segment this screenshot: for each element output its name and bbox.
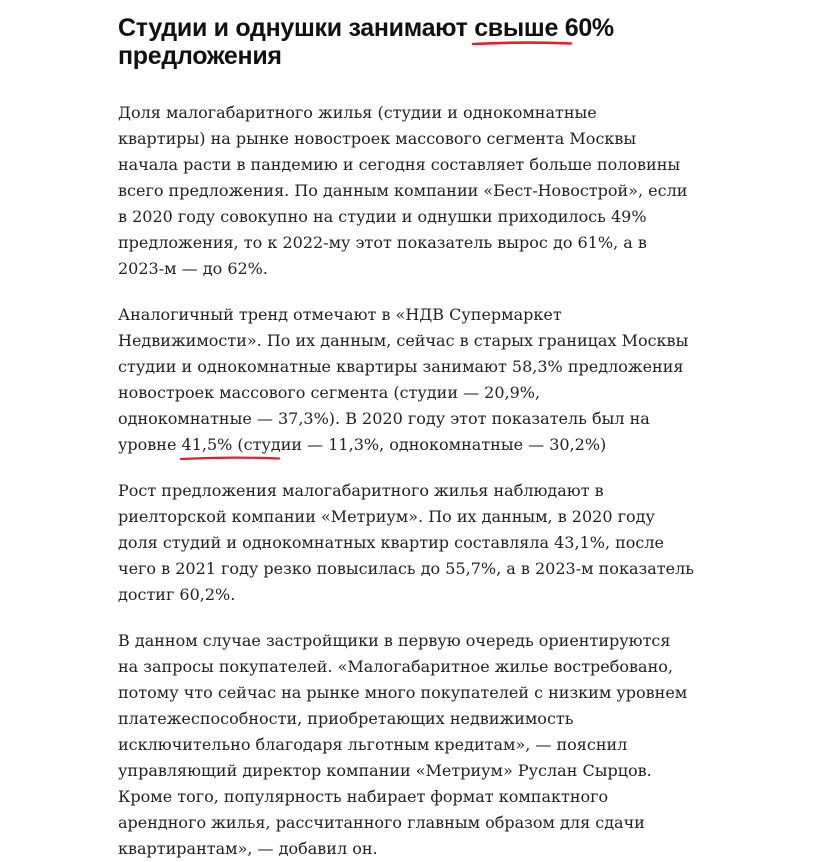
text-line: на запросы покупателей. «Малогабаритное жилье востребовано, bbox=[118, 657, 673, 676]
text-line: квартиры) на рынке новостроек массового сегмента Москвы bbox=[118, 129, 637, 148]
text-line: начала расти в пандемию и сегодня составляет больше половины bbox=[118, 155, 681, 174]
text-line: новостроек массового сегмента (студии — 20,9%, bbox=[118, 383, 541, 402]
text-line: потому что сейчас на рынке много покупателей с низким уровнем bbox=[118, 683, 688, 702]
text-line: платежеспособности, приобретающих недвижимость bbox=[118, 709, 574, 728]
paragraph-1 bbox=[118, 100, 715, 282]
paragraph-2 bbox=[118, 302, 715, 458]
headline-text-start: Студии и однушки занимают bbox=[118, 14, 475, 42]
text-line: достиг 60,2%. bbox=[118, 585, 236, 604]
headline bbox=[118, 14, 715, 70]
text-line: управляющий директор компании «Метриум» Руслан Сырцов. bbox=[118, 761, 652, 780]
paragraph-4 bbox=[118, 628, 715, 862]
text-line: арендного жилья, рассчитанного главным образом для сдачи bbox=[118, 813, 645, 832]
highlight-underline bbox=[472, 40, 572, 46]
text-line: доля студий и однокомнатных квартир составляла 43,1%, после bbox=[118, 533, 665, 552]
text-line: Недвижимости». По их данным, сейчас в старых границах Москвы bbox=[118, 331, 689, 350]
inline-highlight-text: 41,5% bbox=[181, 435, 233, 454]
headline-highlight bbox=[474, 14, 614, 42]
text-line: предложения, то к 2022-му этот показатель вырос до 61%, а в bbox=[118, 233, 647, 252]
text-line: В данном случае застройщики в первую очередь ориентируются bbox=[118, 631, 671, 650]
text-line: студии и однокомнатные квартиры занимают 58,3% предложения bbox=[118, 357, 684, 376]
text-line: Кроме того, популярность набирает формат компактного bbox=[118, 787, 609, 806]
text-line: Аналогичный тренд отмечают в «НДВ Супермаркет bbox=[118, 305, 562, 324]
text-line: в 2020 году совокупно на студии и однушки приходилось 49% bbox=[118, 207, 647, 226]
text-line: исключительно благодаря льготным кредитам», — пояснил bbox=[118, 735, 628, 754]
text-line-end: (студии — 11,3%, однокомнатные — 30,2%) bbox=[232, 435, 607, 454]
text-line: однокомнатные — 37,3%). В 2020 году этот показатель был на bbox=[118, 409, 650, 428]
inline-highlight-underline bbox=[180, 455, 280, 461]
text-line: 2023-м — до 62%. bbox=[118, 259, 268, 278]
text-line-start: уровне bbox=[118, 435, 182, 454]
inline-highlight bbox=[182, 432, 233, 458]
text-line: квартирантам», — добавил он. bbox=[118, 839, 378, 858]
text-line: Доля малогабаритного жилья (студии и однокомнатные bbox=[118, 103, 597, 122]
headline-text-end: предложения bbox=[118, 42, 282, 70]
text-line: риелторской компании «Метриум». По их данным, в 2020 году bbox=[118, 507, 655, 526]
headline-highlight-text: свыше 60% bbox=[474, 14, 614, 42]
text-line: чего в 2021 году резко повысилась до 55,7%, а в 2023-м показатель bbox=[118, 559, 694, 578]
text-line: всего предложения. По данным компании «Бест-Новострой», если bbox=[118, 181, 688, 200]
paragraph-3 bbox=[118, 478, 715, 608]
text-line: Рост предложения малогабаритного жилья наблюдают в bbox=[118, 481, 604, 500]
text-line bbox=[118, 432, 715, 458]
